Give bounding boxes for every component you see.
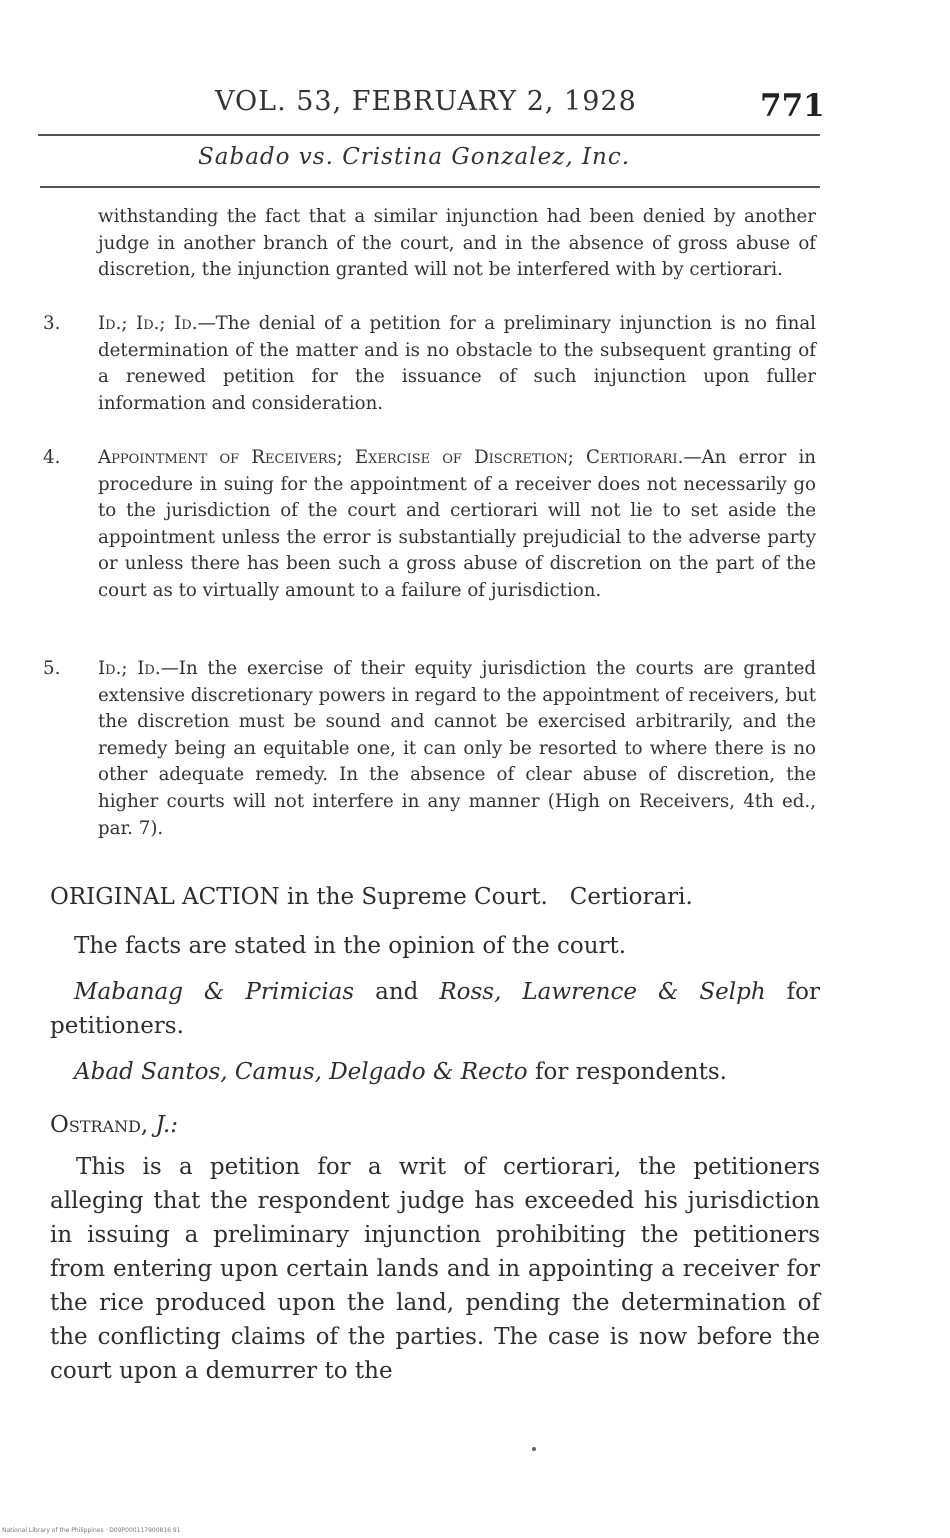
- counsel-name: Abad Santos, Camus, Delgado & Recto: [74, 1059, 528, 1085]
- scan-speck: [532, 1447, 536, 1451]
- scan-footer: National Library of the Philippines · D09P000117900816 91: [2, 1527, 181, 1534]
- counsel-role: for petitioners.: [50, 979, 821, 1039]
- action-type: Certiorari.: [569, 884, 693, 910]
- opinion-text: This is a petition for a writ of certiorari, the petitioners alleging that the respondent judge has exceeded his jurisdiction in issuing a preliminary injunction prohibiting the petitioners from entering upon certain lands and in appointing a receiver for the rice produced upon the land, pending the determination of the conflicting claims of the parties. The case is now before the court upon a demurrer to the: [50, 1154, 820, 1384]
- page-number: 771: [760, 88, 825, 124]
- respondents-counsel: [74, 1055, 820, 1089]
- headnote-text: —The denial of a petition for a preliminary injunction is no final determination of the matter and is no obstacle to the subsequent granting of a renewed petition for the issuance of such injunction upon fuller information and consideration.: [98, 313, 816, 414]
- headnote-caption: Id.; Id.: [98, 658, 161, 679]
- header-rule-bottom: [40, 186, 820, 188]
- headnote-number: 4.: [43, 447, 61, 468]
- headnote-continuation: withstanding the fact that a similar injunction had been denied by another judge in another branch of the court, and in the absence of gross abuse of discretion, the injunction granted will not be interfered with by certiorari.: [98, 206, 816, 281]
- headnote-number: 5.: [43, 658, 61, 679]
- headnote-4: [43, 445, 816, 605]
- justice-name: Ostrand,: [50, 1112, 149, 1138]
- and-word: and: [375, 979, 419, 1005]
- case-title: Sabado vs. Cristina Gonzalez, Inc.: [198, 144, 631, 170]
- counsel-name: Ross, Lawrence & Selph: [439, 979, 766, 1005]
- headnote-caption: Id.; Id.; Id.: [98, 313, 198, 334]
- facts-line: The facts are stated in the opinion of the court.: [74, 933, 627, 959]
- headnote-number: 3.: [43, 313, 61, 334]
- action-line: [50, 880, 820, 914]
- justice-title: J.:: [155, 1112, 179, 1138]
- petitioners-counsel: [50, 975, 820, 1043]
- headnote-text: —An error in procedure in suing for the appointment of a receiver does not necessarily go to the jurisdiction of the court and certiorari will not lie to set aside the appointment unless the error is substantially prejudicial to the adverse party or unless there has been such a gross abuse of discretion on the part of the court as to virtually amount to a failure of jurisdiction.: [98, 447, 816, 601]
- running-head: VOL. 53, FEBRUARY 2, 1928: [215, 86, 637, 117]
- headnote-3: [43, 311, 816, 417]
- headnote-text: —In the exercise of their equity jurisdiction the courts are granted extensive discretionary powers in regard to the appointment of receivers, but the discretion must be sound and cannot be exercised arbitrarily, and the remedy being an equitable one, it can only be resorted to where there is no other adequate remedy. In the absence of clear abuse of discretion, the higher courts will not interfere in any manner (High on Receivers, 4th ed., par. 7).: [98, 658, 817, 839]
- opinion-author: [50, 1108, 178, 1142]
- headnote-caption: Appointment of Receivers; Exercise of Discretion; Certiorari.: [98, 447, 684, 468]
- counsel-name: Mabanag & Primicias: [74, 979, 355, 1005]
- action-text: ORIGINAL ACTION in the Supreme Court.: [50, 884, 548, 910]
- headnote-5: [43, 656, 817, 842]
- counsel-role: for respondents.: [534, 1059, 727, 1085]
- header-rule-top: [38, 134, 820, 136]
